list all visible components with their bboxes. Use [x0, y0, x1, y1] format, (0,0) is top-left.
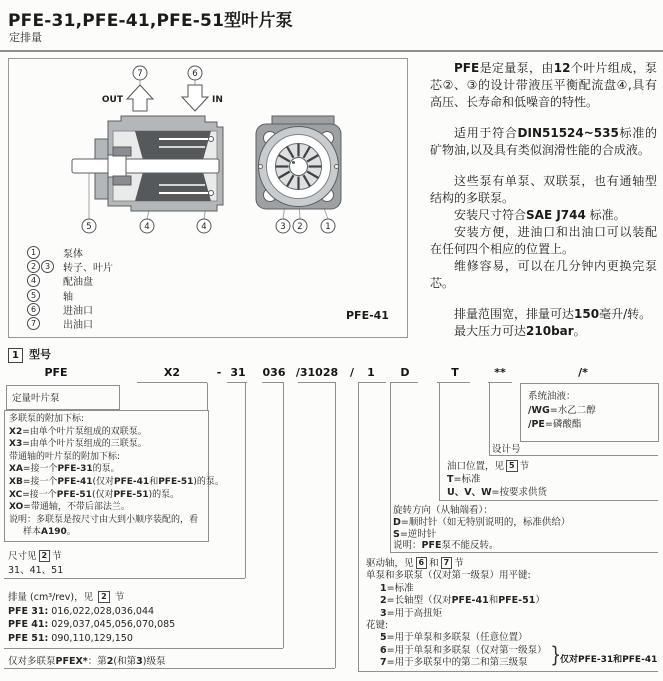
- connector-line: [358, 383, 359, 671]
- text-segment: 029,037,045,056,070,085: [48, 619, 176, 630]
- text-segment: 3: [136, 656, 143, 667]
- text-segment: SAE J744: [526, 208, 586, 222]
- text-segment: X3: [9, 439, 23, 450]
- text-segment: 和: [429, 558, 439, 569]
- text-line: [9, 526, 224, 539]
- text-segment: PFE 51:: [8, 632, 49, 644]
- intro-paragraph: [430, 173, 657, 207]
- brace-glyph: }: [550, 643, 562, 667]
- connector-line: [489, 383, 490, 455]
- header-divider: [0, 50, 663, 52]
- text-segment: 是定量泵，由: [479, 61, 554, 75]
- legend-number-circle: 7: [27, 317, 40, 330]
- callout-5: 5: [86, 222, 92, 232]
- side-section: [72, 116, 223, 211]
- token-port: T: [451, 366, 459, 379]
- text-segment: /PE: [528, 419, 545, 430]
- text-segment: 安装尺寸符合: [454, 208, 527, 222]
- text-segment: 和: [149, 476, 159, 487]
- subscript-annotation: [9, 413, 224, 539]
- displacement-annotation: [8, 591, 175, 645]
- text-segment: )的泵。: [193, 476, 224, 487]
- callout-4b: 4: [201, 222, 207, 232]
- callout-6: 6: [192, 69, 198, 79]
- text-segment: 标准。: [585, 208, 626, 222]
- text-segment: 单泵和多联泵（仅对第一级泵）用平键:: [366, 570, 531, 582]
- pfex-annotation: [8, 653, 165, 667]
- text-segment: 带通轴的叶片泵的附加下标:: [9, 451, 121, 462]
- text-segment: /WG: [528, 405, 550, 416]
- text-segment: 和: [613, 655, 623, 665]
- text-segment: 多联泵的附加下标:: [9, 414, 85, 424]
- text-segment: 12: [553, 61, 571, 75]
- legend-label: 出油口: [63, 320, 93, 332]
- text-segment: 个叶片组成，泵芯②、③的设计带液压平衡配流盘④,具有高压、长寿命和低噪音的特性。: [430, 61, 657, 109]
- text-segment: )的泵。: [148, 489, 180, 500]
- text-segment: PFE-41: [57, 476, 93, 487]
- front-view: [256, 116, 341, 209]
- pump-diagram: [8, 58, 408, 338]
- text-segment: =带通轴，不带后部法兰。: [23, 502, 130, 513]
- text-segment: 系统油液：: [528, 391, 576, 402]
- text-line: [393, 529, 570, 541]
- token-pfe: PFE: [44, 366, 68, 379]
- rotation-annotation: [393, 505, 570, 552]
- in-arrow-icon: [182, 85, 208, 111]
- text-segment: 旋转方向（从轴端看）：: [393, 505, 493, 516]
- text-segment: =标准: [386, 582, 414, 594]
- text-segment: 这些泵有单泵、双联泵，也有通轴型结构的多联泵。: [430, 174, 657, 205]
- text-line: [528, 390, 596, 404]
- text-segment: 排量范围宽，排量可达: [454, 307, 575, 321]
- token-slash: /: [349, 366, 355, 379]
- legend-number-circle: 2: [27, 260, 40, 273]
- legend-number-circle: 3: [41, 260, 54, 273]
- text-segment: =水乙二醇: [549, 405, 596, 416]
- text-segment: =用于多联泵中的第二和第三级泵: [386, 657, 528, 669]
- token-rotation: D: [400, 366, 410, 379]
- text-line: [393, 517, 570, 529]
- text-line: [9, 489, 224, 502]
- drive-shaft-annotation: [366, 557, 547, 670]
- text-segment: PFE-41: [622, 655, 658, 665]
- text-segment: PFE-51: [498, 595, 536, 607]
- token-x2: X2: [163, 366, 181, 379]
- callout-2: 2: [297, 222, 303, 232]
- legend-nums: [27, 289, 63, 302]
- text-line: [8, 605, 175, 619]
- text-segment: =逆时针: [399, 528, 437, 540]
- text-segment: (仅对: [91, 489, 114, 500]
- text-segment: 维修容易，可以在几分钟内更换完泵芯。: [430, 259, 657, 290]
- text-segment: XO: [9, 502, 24, 513]
- connector-line: [137, 382, 207, 383]
- text-segment: 3: [380, 607, 387, 619]
- text-segment: =用于单泵和多联泵（仅对第一级泵）: [386, 644, 547, 656]
- text-segment: PFEX*: [55, 656, 88, 667]
- text-line: [366, 557, 547, 570]
- text-segment: =按要求供货: [491, 487, 548, 498]
- intro-paragraph: [430, 60, 657, 111]
- text-segment: =由单个叶片泵组成的三联泵。: [22, 439, 147, 450]
- text-segment: ）: [535, 595, 545, 607]
- text-segment: 泵不能反转。: [441, 540, 499, 552]
- connector-line: [390, 382, 418, 383]
- callout-1: 1: [325, 222, 331, 232]
- token-displacement: 036: [262, 366, 286, 379]
- text-segment: 标准的矿物油,以及具有类似润滑性能的合成液。: [430, 126, 657, 157]
- text-segment: (仅对: [92, 476, 115, 487]
- text-line: [366, 657, 547, 669]
- callout-4a: 4: [144, 222, 150, 232]
- text-segment: S: [393, 528, 400, 540]
- text-segment: 安装方便，进油口和出油口可以装配在任何四个相应的位置上。: [430, 225, 657, 256]
- page-subtitle: 定排量: [9, 31, 42, 44]
- text-segment: A190: [41, 527, 67, 538]
- text-segment: PFE-41: [114, 476, 150, 487]
- connector-line: [439, 500, 658, 501]
- text-segment: U、V、W: [447, 487, 492, 498]
- legend-number-circle: 1: [27, 246, 40, 259]
- connector-line: [227, 382, 247, 383]
- legend-row: [27, 245, 113, 259]
- text-segment: PFE 41:: [8, 619, 49, 630]
- intro-text: [430, 60, 657, 340]
- connector-line: [4, 668, 335, 669]
- out-arrow-icon: [127, 85, 153, 111]
- legend-row: [27, 274, 113, 288]
- text-line: [447, 473, 547, 486]
- connector-line: [262, 382, 284, 383]
- intro-paragraph: [430, 306, 657, 323]
- text-segment: PFE: [454, 61, 480, 75]
- text-line: [9, 426, 224, 439]
- token-series-code: /31028: [295, 366, 339, 379]
- text-segment: PFE-51: [56, 489, 92, 500]
- token-design: **: [494, 366, 506, 379]
- text-segment: =接一个: [22, 476, 58, 487]
- text-segment: 毫升/转。: [599, 307, 652, 321]
- in-label: IN: [212, 95, 223, 105]
- text-segment: =磷酸酯: [544, 419, 582, 430]
- text-segment: PFE-31: [57, 464, 93, 475]
- connector-line: [245, 383, 246, 578]
- intro-paragraph: [430, 207, 657, 224]
- text-segment: 节: [111, 592, 125, 603]
- text-segment: =顺时针（如无特别说明的，标准供给）: [400, 516, 571, 528]
- text-segment: 150: [574, 307, 600, 321]
- intro-paragraph: [430, 323, 657, 340]
- text-line: [366, 645, 547, 657]
- out-label: OUT: [101, 95, 123, 105]
- text-segment: 仅对多联泵: [8, 656, 56, 667]
- connector-line: [207, 383, 208, 410]
- text-segment: PFE-51: [113, 489, 149, 500]
- text-segment: PFE: [421, 540, 442, 552]
- design-number-label: 设计号: [492, 444, 521, 455]
- text-segment: 2: [106, 656, 114, 667]
- text-segment: 节: [52, 551, 62, 562]
- text-segment: 31、41、51: [8, 565, 64, 576]
- legend-number-circle: 4: [27, 274, 40, 287]
- text-segment: 样本: [23, 527, 42, 538]
- intro-paragraph: [430, 224, 657, 258]
- text-segment: 090,110,129,150: [48, 632, 133, 644]
- text-segment: =由单个叶片泵组成的双联泵。: [22, 426, 147, 437]
- connector-line: [4, 578, 245, 579]
- text-line: [8, 591, 175, 605]
- text-segment: 1: [380, 582, 387, 594]
- text-segment: ：第: [87, 656, 107, 667]
- legend-label: 进油口: [63, 305, 93, 317]
- text-segment: XB: [9, 476, 23, 487]
- section-number: 1: [8, 348, 23, 363]
- text-line: [8, 618, 175, 632]
- text-segment: 仅对: [560, 655, 579, 665]
- token-dash: -: [216, 366, 222, 379]
- text-segment: 节: [454, 558, 464, 569]
- callout-3: 3: [280, 222, 286, 232]
- text-segment: 和: [488, 595, 499, 607]
- text-line: [8, 564, 63, 578]
- text-line: [528, 404, 596, 418]
- legend-row: [27, 316, 113, 330]
- brace-label: [560, 652, 657, 665]
- connector-line: [4, 648, 283, 649]
- legend-label: 轴: [63, 291, 73, 303]
- text-line: [447, 460, 547, 473]
- text-line: [9, 413, 224, 426]
- text-segment: 花键:: [366, 620, 389, 632]
- text-segment: 适用于符合: [454, 126, 518, 140]
- page-title: PFE-31,PFE-41,PFE-51型叶片泵: [8, 11, 293, 31]
- callout-7: 7: [137, 69, 143, 79]
- token-size: 31: [230, 366, 246, 379]
- connector-line: [358, 382, 386, 383]
- text-segment: 016,022,028,036,044: [48, 605, 155, 617]
- connector-line: [437, 382, 470, 383]
- text-line: [528, 418, 596, 432]
- text-segment: 5: [380, 632, 387, 644]
- connector-line: [298, 382, 336, 383]
- token-fluid: /*: [578, 366, 588, 379]
- text-segment: =接一个: [22, 489, 57, 500]
- intro-paragraph: [430, 258, 657, 292]
- connector-line: [358, 671, 658, 672]
- legend-nums: [27, 260, 63, 273]
- text-line: [393, 505, 570, 517]
- text-segment: =长轴型（仅对: [386, 595, 452, 607]
- section-header: [8, 346, 51, 363]
- text-segment: PFE 31:: [8, 605, 49, 617]
- text-segment: D: [393, 516, 401, 528]
- text-segment: DIN51524~535: [517, 126, 619, 140]
- text-segment: 驱动轴，见: [366, 558, 414, 569]
- section-title: 型号: [29, 348, 51, 361]
- text-segment: T: [447, 474, 454, 485]
- diagram-caption: PFE-41: [346, 309, 389, 322]
- text-line: [9, 451, 224, 464]
- text-segment: PFE-41: [451, 595, 489, 607]
- text-segment: PFE-51: [158, 476, 194, 487]
- legend-nums: [27, 274, 63, 287]
- legend-nums: [27, 246, 63, 259]
- text-line: [447, 486, 547, 499]
- text-line: [8, 550, 63, 564]
- text-segment: 尺寸见: [8, 551, 37, 562]
- text-segment: 7: [380, 657, 387, 669]
- text-segment: XA: [9, 464, 23, 475]
- text-segment: =标准: [453, 474, 481, 485]
- connector-line: [283, 383, 284, 648]
- text-line: [366, 595, 547, 607]
- legend-nums: [27, 317, 63, 330]
- connector-line: [489, 455, 658, 456]
- token-shaft: 1: [367, 366, 375, 379]
- text-line: [366, 608, 547, 620]
- text-segment: 2: [98, 591, 110, 603]
- text-segment: XC: [9, 489, 23, 500]
- text-line: [8, 632, 175, 646]
- text-segment: 6: [416, 557, 428, 569]
- connector-line: [390, 383, 391, 552]
- text-segment: =用于高扭矩: [386, 607, 443, 619]
- legend-nums: [27, 303, 63, 316]
- text-segment: 2: [380, 595, 387, 607]
- legend-label: 转子、叶片: [63, 262, 113, 274]
- text-segment: 7: [441, 557, 453, 569]
- text-segment: )级泵: [142, 656, 166, 667]
- text-segment: 油口位置，见: [447, 461, 505, 472]
- size-annotation: [8, 550, 63, 578]
- text-segment: 。: [573, 324, 586, 338]
- text-segment: 210bar: [526, 324, 574, 338]
- text-segment: =接一个: [22, 464, 58, 475]
- text-segment: 的泵。: [92, 464, 120, 475]
- text-segment: 2: [39, 550, 51, 562]
- text-segment: X2: [9, 426, 23, 437]
- text-line: [9, 438, 224, 451]
- text-segment: 说明：: [393, 540, 422, 552]
- intro-paragraph: [430, 125, 657, 159]
- text-line: [393, 540, 570, 552]
- pfe-annotation-label: 定量叶片泵: [12, 393, 60, 404]
- text-line: [9, 463, 224, 476]
- legend-label: 泵体: [63, 248, 83, 260]
- legend-number-circle: 5: [27, 289, 40, 302]
- text-segment: 5: [506, 460, 518, 472]
- connector-line: [335, 383, 336, 668]
- text-line: [366, 620, 547, 632]
- legend-label: 配油盘: [63, 277, 93, 289]
- text-line: [9, 501, 224, 514]
- connector-line: [439, 383, 440, 500]
- legend-number-circle: 6: [27, 303, 40, 316]
- text-line: [366, 583, 547, 595]
- text-segment: 6: [380, 644, 387, 656]
- text-segment: (和第: [113, 656, 137, 667]
- text-line: [9, 514, 224, 527]
- legend-row: [27, 288, 113, 302]
- text-segment: 。: [66, 527, 76, 538]
- legend-row: [27, 259, 113, 273]
- text-line: [366, 632, 547, 644]
- text-line: [366, 570, 547, 582]
- text-segment: =用于单泵和多联泵（任意位置）: [386, 632, 528, 644]
- text-segment: 排量 (cm³/rev)，见: [8, 592, 97, 603]
- legend-row: [27, 302, 113, 316]
- connector-line: [488, 382, 512, 383]
- text-segment: 最大压力可达: [454, 324, 527, 338]
- fluid-annotation: [528, 390, 596, 432]
- port-position-annotation: [447, 460, 547, 499]
- text-segment: 节: [519, 461, 530, 472]
- text-line: [9, 476, 224, 489]
- diagram-legend: [27, 245, 113, 331]
- text-segment: PFE-31: [578, 655, 614, 665]
- text-segment: 说明：多联泵是按尺寸由大到小顺序装配的，看: [9, 514, 199, 525]
